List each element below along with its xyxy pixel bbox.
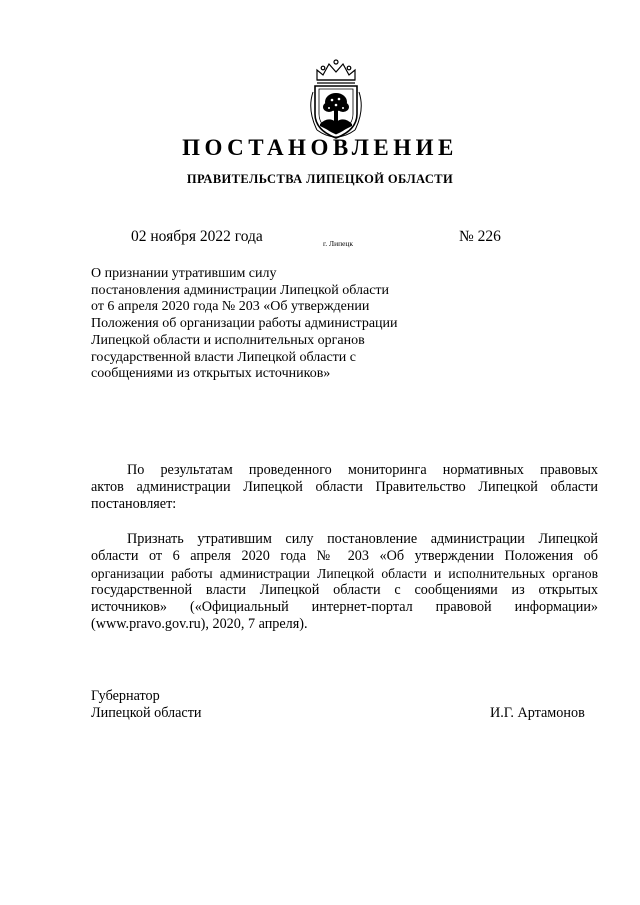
subject-line: Положения об организации работы администрации: [91, 316, 398, 332]
coat-of-arms-emblem: [303, 58, 369, 142]
paragraph-line: источников» («Официальный интернет-портал правовой информации»: [91, 599, 598, 615]
subject-line: сообщениями из открытых источников»: [91, 366, 331, 382]
body-paragraph-resolution: [91, 531, 598, 633]
document-date: 02 ноября 2022 года: [131, 228, 263, 245]
document-subject: [91, 266, 421, 383]
paragraph-line: государственной власти Липецкой области с сообщениями из открытых: [91, 582, 598, 598]
subject-line: государственной власти Липецкой области с: [91, 349, 357, 365]
document-number: № 226: [459, 228, 501, 245]
paragraph-line: Признать утратившим силу постановление администрации Липецкой: [127, 531, 598, 547]
paragraph-line: По результатам проведенного мониторинга нормативных правовых: [127, 462, 598, 478]
subject-line: от 6 апреля 2020 года № 203 «Об утверждении: [91, 299, 370, 315]
paragraph-line: актов администрации Липецкой области Правительство Липецкой области: [91, 479, 598, 495]
subject-line: Липецкой области и исполнительных органов: [91, 332, 365, 348]
body-paragraph-preamble: [91, 462, 598, 513]
signature-position-line: Губернатор: [91, 688, 160, 704]
signature-position: [91, 688, 202, 722]
paragraph-line: области от 6 апреля 2020 года № 203 «Об утверждении Положения об: [91, 548, 598, 564]
paragraph-line: организации работы администрации Липецкой области и исполнительных органов: [91, 566, 598, 581]
signature-position-line: Липецкой области: [91, 705, 202, 721]
document-title: ПОСТАНОВЛЕНИЕ: [182, 135, 458, 160]
document-subtitle: ПРАВИТЕЛЬСТВА ЛИПЕЦКОЙ ОБЛАСТИ: [186, 172, 454, 186]
subject-line: О признании утратившим силу: [91, 266, 277, 281]
document-city: г. Липецк: [323, 239, 354, 248]
paragraph-line: постановляет:: [91, 496, 177, 512]
paragraph-line: (www.pravo.gov.ru), 2020, 7 апреля).: [91, 616, 308, 632]
lipetsk-coat-of-arms-icon: [303, 58, 369, 142]
subject-line: постановления администрации Липецкой области: [91, 282, 390, 298]
signature-name: И.Г. Артамонов: [490, 705, 585, 721]
